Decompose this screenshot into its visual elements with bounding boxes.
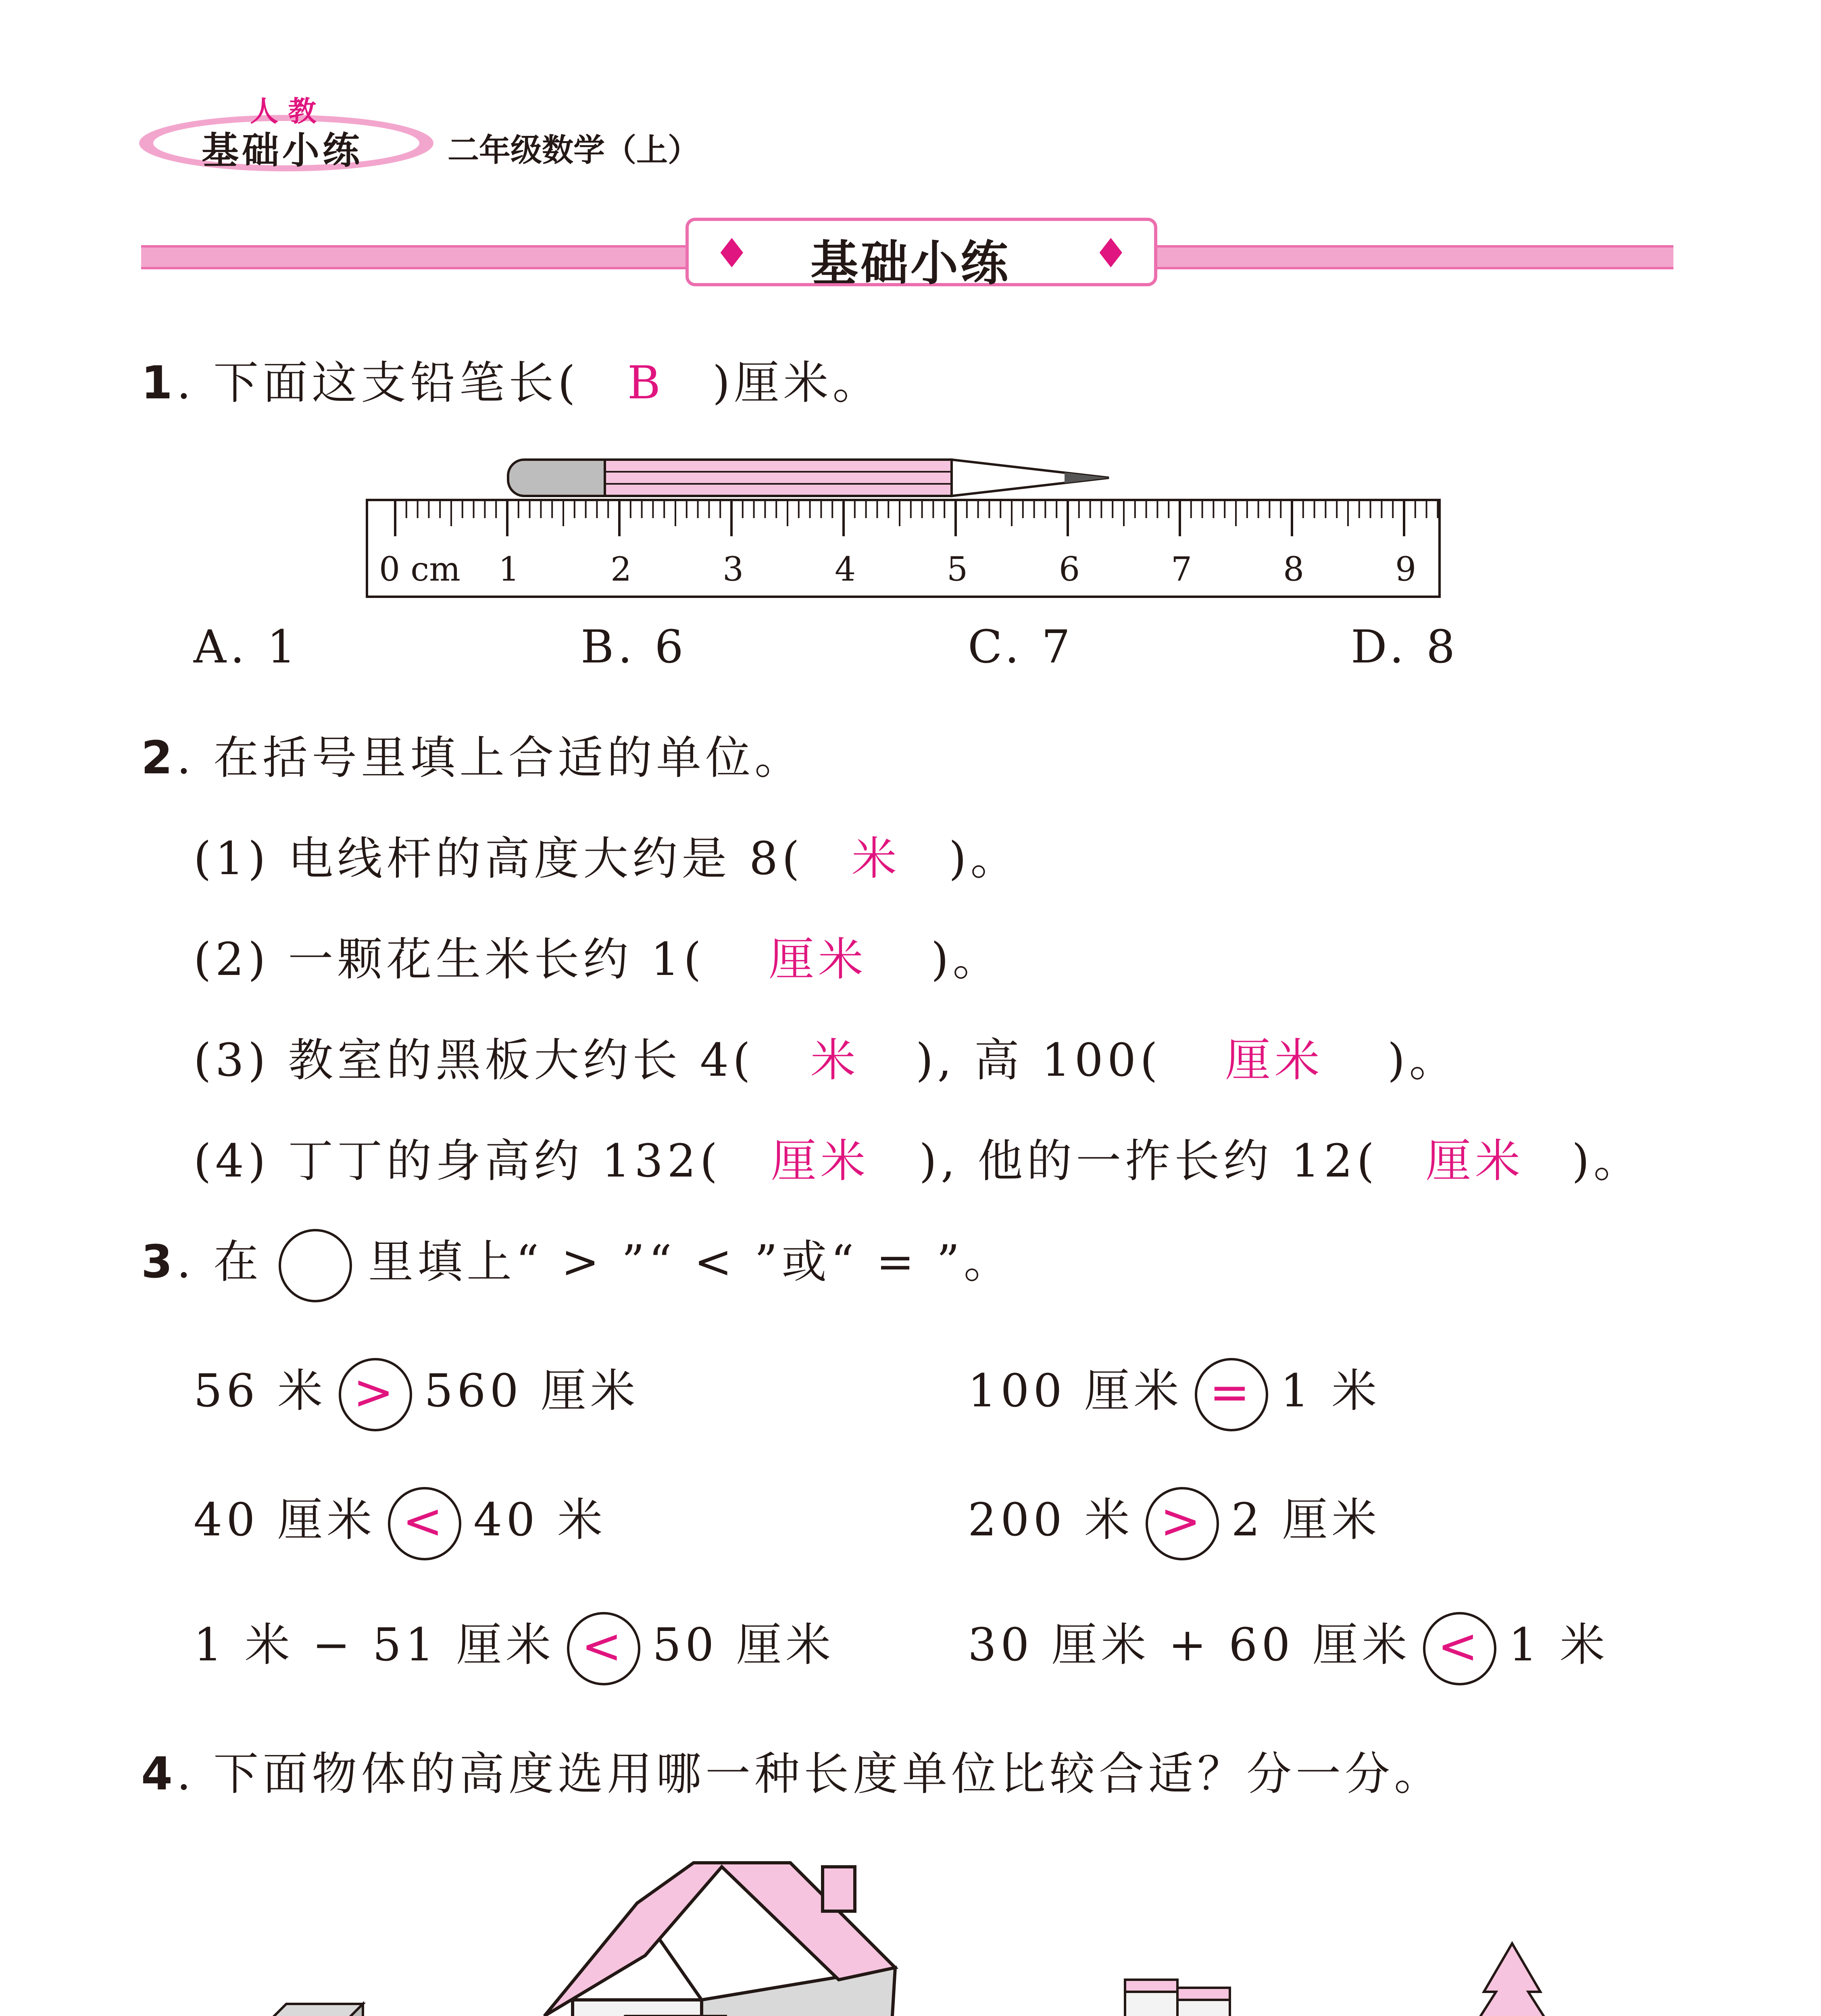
q1-option-a: A. 1 — [194, 621, 300, 673]
q3-left-2: 100 厘米 — [968, 1365, 1183, 1417]
q1-text-after: )厘米。 — [712, 357, 882, 409]
q3-sign-2: = — [1195, 1358, 1268, 1431]
chalk-box-image — [262, 2000, 367, 2016]
q3-stem — [141, 1226, 1013, 1302]
q3-sign-1: > — [339, 1358, 412, 1431]
pencil — [508, 460, 1109, 496]
section-banner — [141, 218, 1673, 290]
q1-option-c: C. 7 — [968, 621, 1075, 673]
ruler-label: 4 — [835, 550, 856, 589]
ruler-label: 8 — [1283, 550, 1304, 589]
ruler-label: 1 — [498, 550, 520, 589]
q2-item-3 — [194, 1024, 1458, 1089]
empty-circle-icon — [279, 1229, 352, 1302]
q2-item-1-suffix: )。 — [948, 833, 1020, 885]
ruler-label: 7 — [1171, 550, 1192, 589]
q3-row-1-right — [968, 1355, 1381, 1431]
brand-title: 基础小练 — [202, 129, 363, 172]
q1-number: 1 — [141, 357, 177, 409]
q3-right-4: 2 厘米 — [1231, 1494, 1381, 1546]
banner-title: 基础小练 — [810, 235, 1011, 291]
q2-item-2-answer: 厘米 — [769, 933, 867, 986]
q2-item-1 — [194, 823, 1020, 887]
header-subtitle: 二年级数学（上） — [448, 132, 700, 169]
q4-text: . 下面物体的高度选用哪一种长度单位比较合适？分一分。 — [176, 1748, 1444, 1800]
q3-left-6: 30 厘米 + 60 厘米 — [968, 1619, 1411, 1671]
q3-left-1: 56 米 — [194, 1365, 327, 1417]
ruler-label: 2 — [610, 550, 632, 589]
banner-stripe-left — [141, 245, 690, 269]
diamond-icon-right: ♦ — [1093, 230, 1129, 277]
q3-sign-6: < — [1423, 1612, 1496, 1685]
q3-right-5: 50 厘米 — [652, 1619, 835, 1671]
q2-item-3-answer-1: 米 — [810, 1034, 860, 1087]
q1-text-before: . 下面这支铅笔长( — [176, 357, 579, 409]
ruler-label: 9 — [1395, 550, 1417, 589]
ruler — [367, 500, 1440, 597]
q4-stem — [141, 1738, 1443, 1803]
q2-number: 2 — [141, 732, 177, 784]
q3-left-5: 1 米 − 51 厘米 — [194, 1619, 555, 1671]
q1-option-d: D. 8 — [1351, 621, 1459, 673]
tree-image — [1436, 1935, 1589, 2016]
q2-item-2-prefix: (2) 一颗花生米长约 1( — [194, 933, 705, 986]
q3-left-4: 200 米 — [968, 1494, 1134, 1546]
q3-text-after: 里填上“ > ”“ < ”或“ = ”。 — [368, 1236, 1013, 1288]
q2-item-2-suffix: )。 — [931, 933, 1002, 986]
q1-stem — [141, 347, 882, 412]
q2-text: . 在括号里填上合适的单位。 — [176, 732, 804, 784]
q3-left-3: 40 厘米 — [194, 1494, 376, 1546]
q3-right-6: 1 米 — [1508, 1619, 1609, 1671]
q3-right-2: 1 米 — [1280, 1365, 1381, 1417]
q3-row-3-right — [968, 1609, 1609, 1685]
q4-number: 4 — [141, 1748, 177, 1800]
header — [0, 0, 1821, 185]
q1-option-b: B. 6 — [581, 621, 688, 673]
q2-item-4-answer-1: 厘米 — [771, 1135, 870, 1187]
q1-answer: B — [627, 357, 665, 409]
q2-stem — [141, 722, 804, 787]
q3-row-2-left — [194, 1484, 606, 1560]
q3-text-before: . 在 — [176, 1236, 263, 1288]
q2-item-4-mid: ), 他的一拃长约 12( — [919, 1135, 1379, 1187]
diamond-icon-left: ♦ — [714, 230, 750, 277]
q2-item-4-suffix: )。 — [1572, 1135, 1643, 1187]
q3-right-3: 40 米 — [473, 1494, 607, 1546]
q3-sign-5: < — [567, 1612, 640, 1685]
banner-stripe-right — [1157, 245, 1673, 269]
q2-item-3-prefix: (3) 教室的黑板大约长 4( — [194, 1034, 754, 1087]
ruler-label: 0 cm — [379, 550, 460, 589]
house-image — [532, 1847, 927, 2016]
boots-image — [1097, 1968, 1258, 2016]
brand-small: 人 教 — [250, 95, 317, 128]
ruler-label: 3 — [723, 550, 744, 589]
q3-number: 3 — [141, 1236, 177, 1288]
q2-item-2 — [194, 923, 1002, 988]
q2-item-3-answer-2: 厘米 — [1225, 1034, 1324, 1087]
q2-item-3-mid: ), 高 100( — [915, 1034, 1162, 1087]
ruler-label: 6 — [1059, 550, 1080, 589]
q2-item-1-prefix: (1) 电线杆的高度大约是 8( — [194, 833, 804, 885]
q3-sign-3: < — [388, 1487, 461, 1560]
q2-item-4-answer-2: 厘米 — [1426, 1135, 1525, 1187]
pencil-ruler-figure — [363, 448, 1452, 609]
q3-sign-4: > — [1146, 1487, 1219, 1560]
q2-item-1-answer: 米 — [851, 833, 901, 885]
q3-row-1-left — [194, 1355, 640, 1431]
q3-row-3-left — [194, 1609, 835, 1685]
q3-row-2-right — [968, 1484, 1381, 1560]
q2-item-4 — [194, 1125, 1643, 1190]
q2-item-3-suffix: )。 — [1387, 1034, 1458, 1087]
q3-right-1: 560 厘米 — [424, 1365, 640, 1417]
q2-item-4-prefix: (4) 丁丁的身高约 132( — [194, 1135, 722, 1187]
ruler-label: 5 — [947, 550, 968, 589]
